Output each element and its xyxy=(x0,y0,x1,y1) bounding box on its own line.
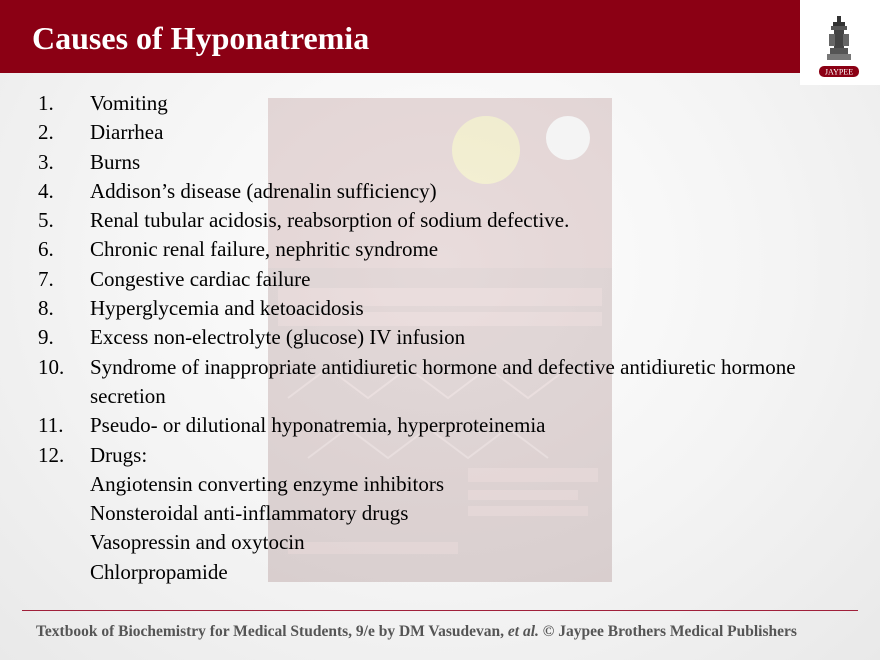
footer-et-al: et al. xyxy=(507,623,539,640)
cause-number: 10. xyxy=(38,354,65,379)
cause-number: 7. xyxy=(38,266,54,291)
cause-text: Drugs: xyxy=(90,442,148,467)
cause-item xyxy=(38,148,848,177)
drug-sublist xyxy=(38,470,848,587)
cause-item xyxy=(38,411,848,440)
cause-text: Burns xyxy=(90,149,141,174)
cause-number: 4. xyxy=(38,178,54,203)
cause-number: 3. xyxy=(38,149,54,174)
drug-item: Angiotensin converting enzyme inhibitors xyxy=(90,471,445,496)
cause-number: 1. xyxy=(38,91,54,115)
cause-item xyxy=(38,118,848,147)
slide-title: Causes of Hyponatremia xyxy=(32,20,370,56)
cause-item xyxy=(38,206,848,235)
cause-item xyxy=(38,265,848,294)
causes-list xyxy=(38,89,848,587)
cause-number: 11. xyxy=(38,413,64,438)
cause-item xyxy=(38,441,848,587)
footer-divider xyxy=(22,610,858,611)
footer-citation-text: Textbook of Biochemistry for Medical Students, 9/e by DM Vasudevan, xyxy=(36,623,508,640)
cause-number: 6. xyxy=(38,237,54,262)
footer-publisher: © Jaypee Brothers Medical Publishers xyxy=(538,623,797,640)
jaypee-logo-icon xyxy=(819,12,859,78)
cause-item xyxy=(38,323,848,352)
cause-item xyxy=(38,177,848,206)
cause-text: Diarrhea xyxy=(90,120,164,145)
cause-number: 2. xyxy=(38,120,54,145)
drug-item: Chlorpropamide xyxy=(90,559,228,584)
cause-text: Excess non-electrolyte (glucose) IV infusion xyxy=(90,325,466,350)
cause-item xyxy=(38,89,848,118)
cause-text: Vomiting xyxy=(90,91,168,115)
cause-item xyxy=(38,235,848,264)
drug-item: Vasopressin and oxytocin xyxy=(90,530,305,555)
drug-item: Nonsteroidal anti-inflammatory drugs xyxy=(90,501,409,526)
cause-text: Syndrome of inappropriate antidiuretic hormone and defective antidiuretic hormone secretion xyxy=(90,354,796,408)
cause-number: 5. xyxy=(38,208,54,233)
cause-number: 12. xyxy=(38,442,65,467)
cause-item xyxy=(38,294,848,323)
cause-number: 8. xyxy=(38,296,54,321)
cause-item xyxy=(38,353,848,412)
footer-citation xyxy=(36,623,797,641)
cause-number: 9. xyxy=(38,325,54,350)
cause-text: Pseudo- or dilutional hyponatremia, hyperproteinemia xyxy=(90,413,546,438)
title-bar xyxy=(0,0,800,73)
logo-label: JAYPEE xyxy=(824,67,854,77)
cause-text: Renal tubular acidosis, reabsorption of sodium defective. xyxy=(90,208,570,233)
cause-text: Chronic renal failure, nephritic syndrome xyxy=(90,237,439,262)
cause-text: Congestive cardiac failure xyxy=(90,266,311,291)
publisher-logo xyxy=(800,0,880,85)
cause-text: Addison’s disease (adrenalin sufficiency) xyxy=(90,178,437,203)
cause-text: Hyperglycemia and ketoacidosis xyxy=(90,296,364,321)
